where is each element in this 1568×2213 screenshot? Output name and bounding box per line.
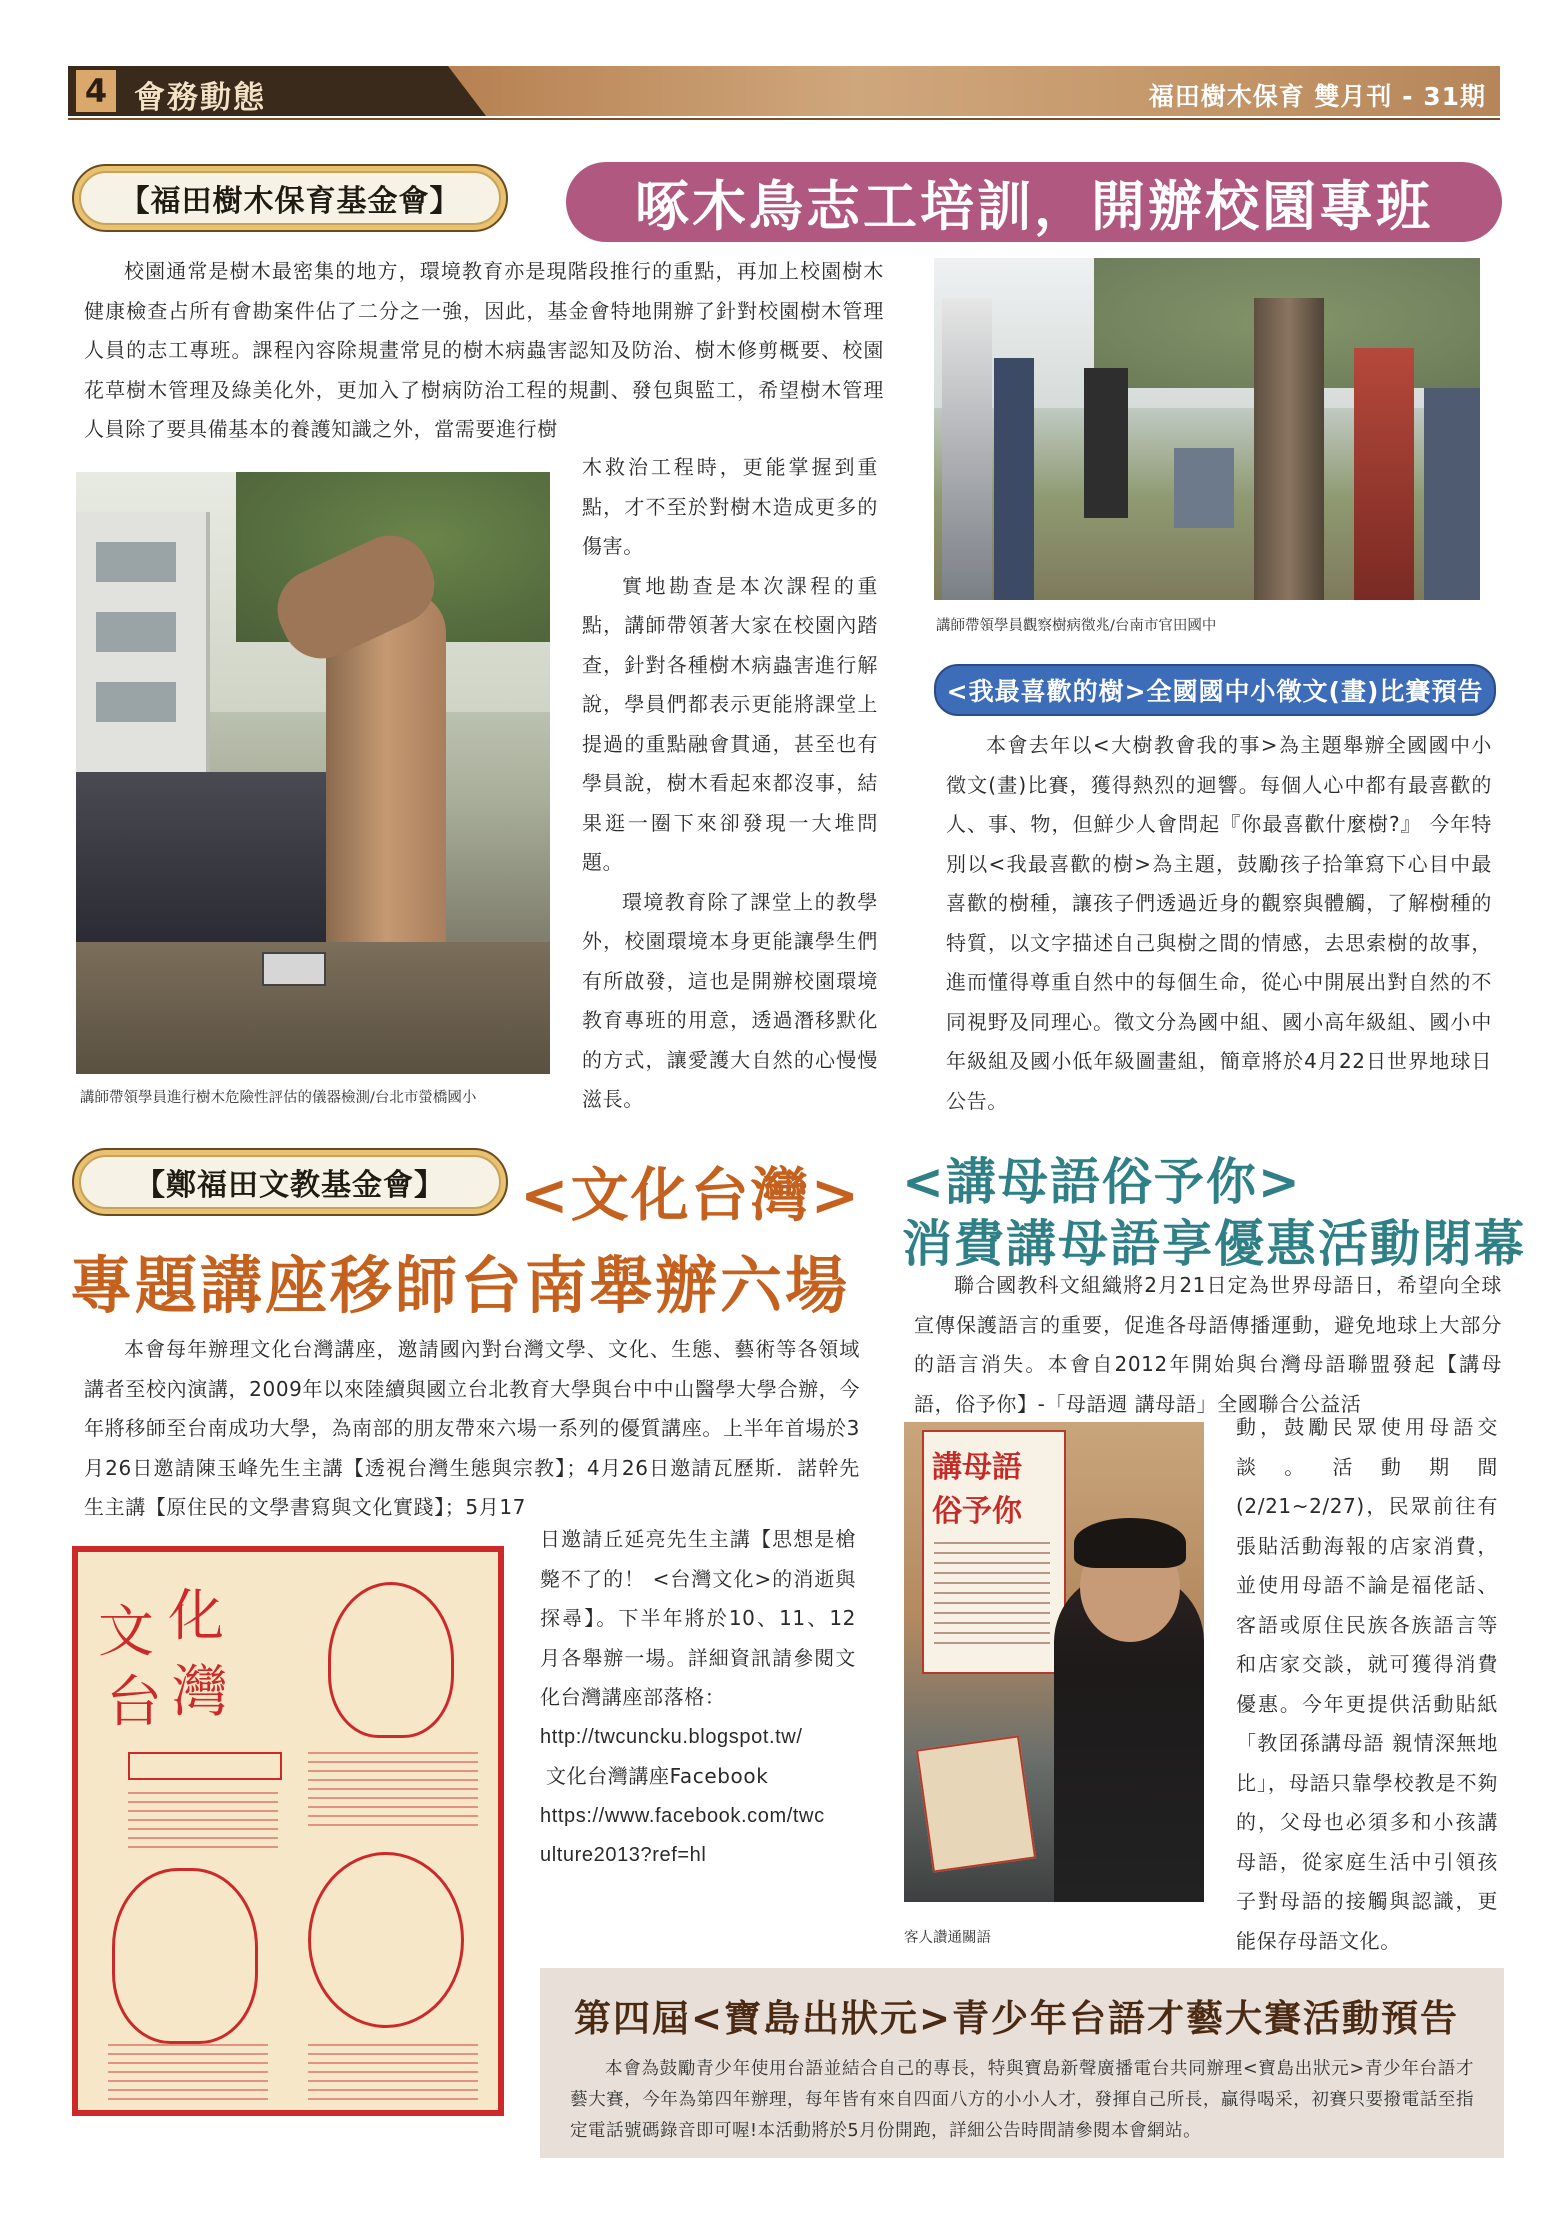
photo-mother-tongue-shop bbox=[904, 1422, 1204, 1902]
article5-body: 本會為鼓勵青少年使用台語並結合自己的專長，特與寶島新聲廣播電台共同辦理<寶島出狀元>青少年台語才藝大賽，今年為第四年辦理，每年皆有來自四面八方的小小人才，發揮自己所長，贏得喝采，初賽只要撥電話至指定電話號碼錄音即可喔!本活動將於5月份開跑，詳細公告時間請參閱本會網站。 bbox=[570, 2059, 1474, 2141]
section-title: 會務動態 bbox=[134, 80, 266, 116]
article3-title-main: 專題講座移師台南舉辦六場 bbox=[70, 1249, 851, 1322]
caption-right-photo: 講師帶領學員觀察樹病徵兆/台南市官田國中 bbox=[936, 618, 1217, 634]
article3-title-top: <文化台灣> bbox=[520, 1161, 862, 1229]
facebook-url-b[interactable]: ulture2013?ref=hl bbox=[540, 1844, 707, 1866]
blog-url[interactable]: http://twcuncku.blogspot.tw/ bbox=[540, 1725, 803, 1748]
facebook-url-a[interactable]: https://www.facebook.com/twc bbox=[540, 1804, 825, 1827]
facebook-label: 文化台灣講座Facebook bbox=[546, 1764, 769, 1788]
page-number-box bbox=[76, 70, 116, 112]
photo-group-observation bbox=[934, 258, 1480, 600]
caption-left-photo: 講師帶領學員進行樹木危險性評估的儀器檢測/台北市螢橋國小 bbox=[80, 1090, 477, 1106]
poster-info-box bbox=[128, 1752, 282, 1780]
article4-column: 動，鼓勵民眾使用母語交談。活動期間(2/21~2/27)，民眾前往有張貼活動海報的店家消費，並使用母語不論是福佬話、客語或原住民族各族語言等和店家交談，就可獲得消費優惠。今年更提供活動貼紙「教囝孫講母語 親情深無地比」，母語只靠學校教是不夠的，父母也必須多和小孩講母語，從家庭生活中引領孩子對母語的接觸與認識，更能保存母語文化。 bbox=[1236, 1415, 1498, 1953]
article1-column: 木救治工程時，更能掌握到重點，才不至於對樹木造成更多的傷害。 實地勘查是本次課程的重點，講師帶領著大家在校園內踏查，針對各種樹木病蟲害進行解說，學員們都表示更能將課堂上提過的重點融會貫通，甚至也有學員說，樹木看起來都沒事，結果逛一圈下來卻發現一大堆問題。 環境教育除了課堂上的教學外，校園環境本身更能讓學生們有所啟發，這也是開辦校園環境教育專班的用意，透過潛移默化的方式，讓愛護大自然的心慢慢滋長。 bbox=[582, 455, 878, 1111]
poster-title-d: 灣 bbox=[172, 1660, 228, 1725]
article5-box bbox=[540, 1968, 1504, 2158]
article3-intro: 本會每年辦理文化台灣講座，邀請國內對台灣文學、文化、生態、藝術等各領域講者至校內演講，2009年以來陸續與國立台北教育大學與台中中山醫學大學合辦，今年將移師至台南成功大學，為南部的朋友帶來六場一系列的優質講座。上半年首場於3月26日邀請陳玉峰先生主講【透視台灣生態與宗教】；4月26日邀請瓦歷斯．諾幹先生主講【原住民的文學書寫與文化實踐】；5月17 bbox=[84, 1337, 860, 1519]
poster-portrait-1 bbox=[328, 1582, 454, 1738]
org-label-text: 【鄭福田文教基金會】 bbox=[135, 1168, 445, 1203]
article1-intro: 校園通常是樹木最密集的地方，環境教育亦是現階段推行的重點，再加上校園樹木健康檢查占所有會勘案件佔了二分之一強，因此，基金會特地開辦了針對校園樹木管理人員的志工專班。課程內容除規畫常見的樹木病蟲害認知及防治、樹木修剪概要、校園花草樹木管理及綠美化外，更加入了樹病防治工程的規劃、發包與監工，希望樹木管理人員除了要具備基本的養護知識之外，當需要進行樹 bbox=[84, 259, 884, 441]
org-label-tree-foundation bbox=[72, 164, 508, 232]
article4-title-line1: <講母語俗予你> bbox=[902, 1153, 1302, 1211]
article1-title-banner bbox=[566, 162, 1502, 242]
header-underline bbox=[68, 118, 1500, 120]
article2-body: 本會去年以<大樹教會我的事>為主題舉辦全國國中小徵文(畫)比賽，獲得熱烈的迴響。每個人心中都有最喜歡的人、事、物，但鮮少人會問起『你最喜歡什麼樹?』 今年特別以<我最喜歡的樹>為主題，鼓勵孩子拾筆寫下心目中最喜歡的樹種，讓孩子們透過近身的觀察與體觸，了解樹種的特質，以文字描述自己與樹之間的情感，去思索樹的故事，進而懂得尊重自然中的每個生命，從心中開展出對自然的不同視野及同理心。徵文分為國中組、國小高年級組、國小中年級組及國小低年級圖畫組，簡章將於4月22日世界地球日公告。 bbox=[946, 733, 1492, 1113]
header-bar bbox=[68, 66, 1500, 120]
caption-mother-tongue: 客人讚通關語 bbox=[904, 1930, 991, 1946]
poster-text-1: 講母語 bbox=[932, 1450, 1022, 1485]
article2-title: <我最喜歡的樹>全國國中小徵文(畫)比賽預告 bbox=[946, 677, 1484, 706]
org-label-text: 【福田樹木保育基金會】 bbox=[119, 184, 461, 219]
mother-tongue-poster bbox=[922, 1430, 1066, 1674]
header-dark-tab bbox=[68, 66, 486, 116]
article4-title-line2: 消費講母語享優惠活動閉幕 bbox=[902, 1215, 1526, 1273]
page-number: 4 bbox=[84, 72, 108, 110]
photo-tree-inspection bbox=[76, 472, 550, 1074]
org-label-culture-foundation bbox=[72, 1148, 508, 1216]
article2-title-banner bbox=[934, 664, 1496, 716]
poster-title-c: 台 bbox=[106, 1670, 162, 1735]
poster-title-b: 化 bbox=[168, 1584, 224, 1649]
publication-title: 福田樹木保育 雙月刊 - 31期 bbox=[1148, 82, 1486, 111]
poster-text-2: 俗予你 bbox=[932, 1494, 1022, 1529]
article4-intro: 聯合國教科文組織將2月21日定為世界母語日，希望向全球宣傳保護語言的重要，促進各母語傳播運動，避免地球上大部分的語言消失。本會自2012年開始與台灣母語聯盟發起【講母語，俗予你】-「母語週 講母語」全國聯合公益活 bbox=[914, 1273, 1502, 1416]
article5-title: 第四屆<寶島出狀元>青少年台語才藝大賽活動預告 bbox=[574, 1997, 1460, 2040]
poster-portrait-2 bbox=[112, 1868, 258, 2044]
article1-title: 啄木鳥志工培訓，開辦校園專班 bbox=[635, 174, 1433, 238]
poster-portrait-3 bbox=[308, 1852, 464, 2028]
poster-title-a: 文 bbox=[98, 1600, 154, 1665]
poster-culture-taiwan bbox=[72, 1546, 504, 2116]
article3-column: 日邀請丘延亮先生主講【思想是槍斃不了的！ <台灣文化>的消逝與探尋】。下半年將於10、11、12月各舉辦一場。詳細資訊請參閱文化台灣講座部落格： http://twcuncku.blogspot.tw/ 文化台灣講座Facebook https://www.facebook.com/twc ulture2013?ref=hl bbox=[540, 1520, 856, 1876]
